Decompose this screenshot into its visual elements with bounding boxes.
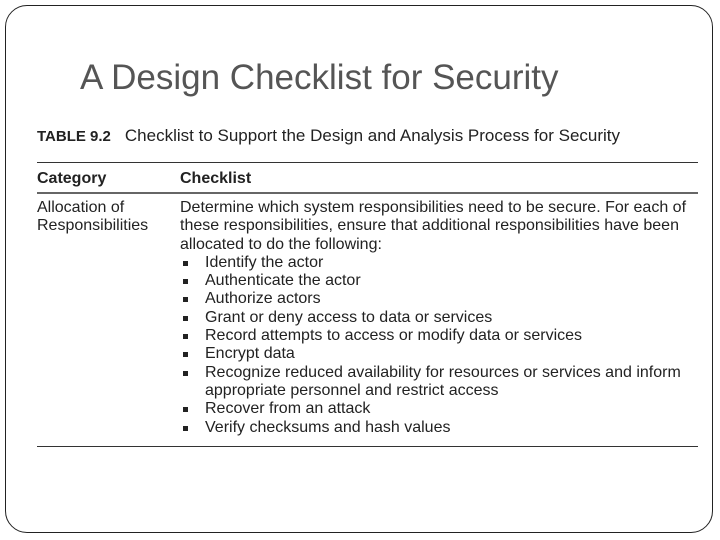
bullet-icon <box>183 316 188 321</box>
checklist-item <box>180 419 700 437</box>
table-bottom-rule <box>37 446 698 447</box>
checklist-item <box>180 345 700 363</box>
table-top-rule <box>37 162 698 163</box>
checklist-intro: Determine which system responsibilities need to be secure. For each of these responsibilities, ensure that additional responsibilities have been allocated to do the following: <box>180 199 687 253</box>
bullet-icon <box>183 261 188 266</box>
checklist-item <box>180 364 700 401</box>
header-checklist: Checklist <box>180 170 252 187</box>
checklist-item <box>180 290 700 308</box>
checklist-bullets <box>180 254 700 437</box>
checklist-item-text: Grant or deny access to data or services <box>205 308 493 326</box>
bullet-icon <box>183 297 188 302</box>
category-cell: Allocation of Responsibilities <box>37 199 149 235</box>
checklist-item-text: Encrypt data <box>205 345 295 363</box>
checklist-item <box>180 309 700 327</box>
checklist-item-text: Authenticate the actor <box>205 272 361 290</box>
checklist-item-text: Recognize reduced availability for resources or services and inform appropriate personnel and restrict access <box>205 363 681 399</box>
header-category: Category <box>37 170 107 187</box>
checklist-item <box>180 254 700 272</box>
bullet-icon <box>183 426 188 431</box>
bullet-icon <box>183 352 188 357</box>
bullet-icon <box>183 371 188 376</box>
table-caption-text: Checklist to Support the Design and Analysis Process for Security <box>124 126 621 145</box>
slide-title: A Design Checklist for Security <box>80 58 559 97</box>
checklist-item <box>180 400 700 418</box>
checklist-item-text: Recover from an attack <box>205 400 371 418</box>
checklist-item <box>180 327 700 345</box>
bullet-icon <box>183 407 188 412</box>
checklist-item-text: Record attempts to access or modify data or services <box>205 327 583 345</box>
checklist-item-text: Authorize actors <box>205 290 321 308</box>
bullet-icon <box>183 334 188 339</box>
checklist-item-text: Identify the actor <box>205 253 324 271</box>
checklist-cell <box>180 199 700 437</box>
header-rule <box>37 192 698 194</box>
table-label: TABLE 9.2 <box>37 128 111 145</box>
bullet-icon <box>183 279 188 284</box>
table-caption <box>37 126 620 146</box>
checklist-item-text: Verify checksums and hash values <box>205 418 451 436</box>
checklist-item <box>180 272 700 290</box>
